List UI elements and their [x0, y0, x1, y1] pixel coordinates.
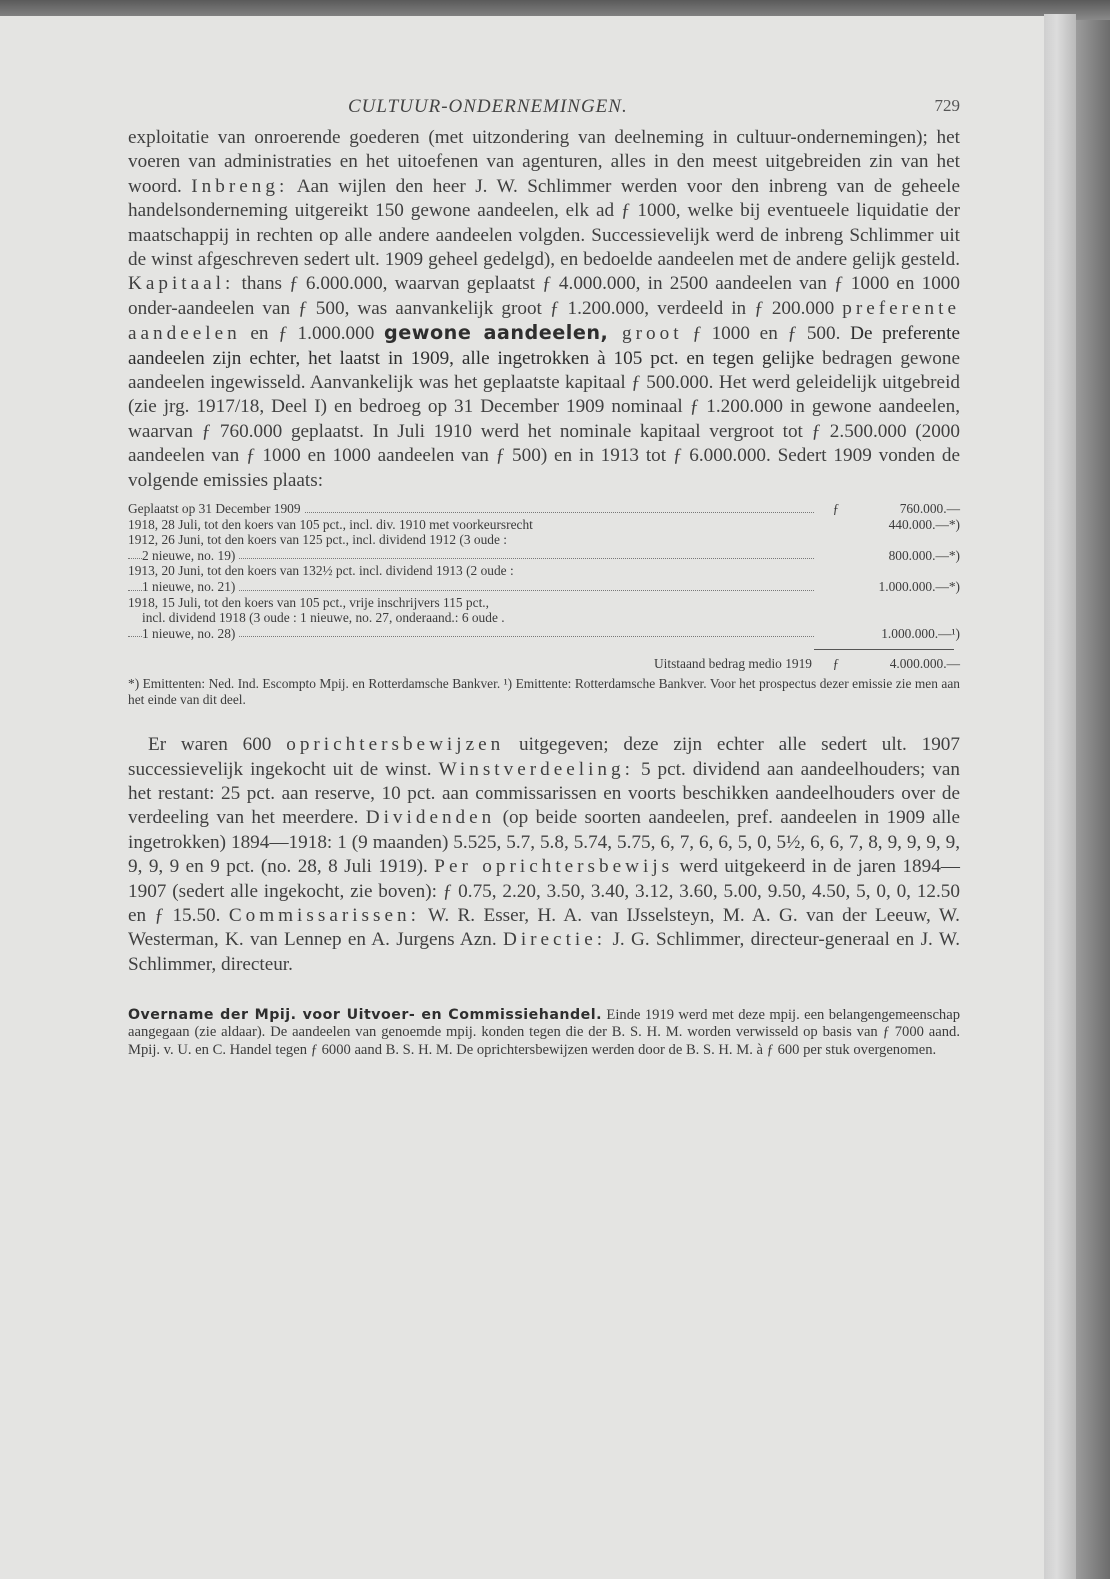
emphasis-groot: groot — [608, 323, 683, 345]
running-title: CULTUUR-ONDERNEMINGEN. — [348, 96, 628, 117]
emphasis-preferente: preferente aandeelen — [128, 297, 960, 345]
emission-row — [128, 563, 960, 594]
heading-winstverdeeling: Winstverdeeling: — [438, 758, 634, 780]
text-segment-dark: De preferente aandeelen zijn echter, het laatst in 1909, alle ingetrokken à 105 pct. en tegen gelijke — [128, 323, 960, 369]
emission-amount: 1.000.000.—¹) — [881, 625, 960, 641]
emission-description-cont: 1 nieuwe, no. 21) — [142, 579, 239, 594]
emission-description: 1913, 20 Juni, tot den koers van 132½ pct. incl. dividend 1913 (2 oude : — [128, 563, 518, 578]
emphasis-oprichtersbewijzen: oprichtersbewijzen — [286, 734, 505, 756]
takeover-heading: Overname der Mpij. voor Uitvoer- en Commissiehandel. — [128, 1007, 603, 1024]
page-edge-stack — [1044, 14, 1076, 1579]
heading-inbreng: Inbreng: — [191, 175, 289, 197]
text-segment: uitgegeven; deze zijn echter alle sedert ult. 1907 successievelijk ingekocht uit de winst. — [128, 734, 960, 780]
total-label: Uitstaand bedrag medio 1919 — [653, 656, 812, 672]
emission-description-cont: incl. dividend 1918 (3 oude : 1 nieuwe, no. 27, onderaand.: 6 oude . — [142, 610, 509, 625]
takeover-text: Einde 1919 werd met deze mpij. een belangengemeenschap aangegaan (zie aldaar). De aandeelen van genoemde mpij. konden tegen die der B. S. H. M. worden verwisseld op basis van ƒ 7000 aand. Mpij. v. U. en C. Handel tegen ƒ 6000 aand B. S. H. M. De oprichtersbewijzen werden door de B. S. H. M. à ƒ 600 per stuk overgenomen. — [128, 1007, 960, 1058]
heading-dividenden: Dividenden — [365, 807, 496, 829]
emission-description-cont: 2 nieuwe, no. 19) — [142, 548, 239, 563]
emission-description: 1918, 15 Juli, tot den koers van 105 pct., vrije inschrijvers 115 pct., — [128, 595, 493, 610]
page-number: 729 — [934, 96, 960, 115]
sum-rule-row — [128, 649, 960, 650]
text-segment: werd uitgekeerd in de jaren 1894—1907 (sedert alle ingekocht, zie boven): ƒ 0.75, 2.20, 3.50, 3.40, 3.12, 3.60, 5.00, 9.50, 4.50, 5, 0, 0, 12.50 en ƒ 15.50. — [128, 856, 960, 927]
emissions-total — [128, 656, 960, 672]
currency-symbol: ƒ — [832, 656, 840, 672]
book-binding-edge — [1076, 20, 1110, 1579]
heading-directie: Directie: — [502, 929, 607, 951]
footnote: *) Emittenten: Ned. Ind. Escompto Mpij. en Rotterdamsche Bankver. ¹) Emittente: Rotterdamsche Bankver. Voor het prospectus dezer emissie zie men aan het einde van dit deel. — [128, 676, 960, 707]
text-segment: 5 pct. dividend aan aandeelhouders; van het restant: 25 pct. aan reserve, 10 pct. aan commissarissen en voorts beschikken aandeelhouders over de verdeeling van het meerdere. — [128, 758, 960, 829]
text-segment: bedragen gewone aandeelen ingewisseld. Aanvankelijk was het geplaatste kapitaal ƒ 500.000. Het werd geleidelijk uitgebreid (zie jrg. 1917/18, Deel I) en bedroeg op 31 December 1909 nominaal ƒ 1.200.000 in gewone aandeelen, waarvan ƒ 760.000 geplaatst. In Juli 1910 werd het nominale kapitaal vergroot tot ƒ 2.500.000 (2000 aandeelen van ƒ 1000 en 1000 aandeelen van ƒ 500) en in 1913 tot ƒ 6.000.000. Sedert 1909 vonden de volgende emissies plaats: — [128, 347, 960, 491]
currency-symbol: ƒ — [832, 501, 840, 517]
text-segment: en ƒ 1.000.000 — [240, 323, 385, 345]
emission-description: Geplaatst op 31 December 1909 — [128, 501, 305, 516]
emission-row — [128, 595, 960, 642]
text-segment: W. R. Esser, H. A. van IJsselsteyn, M. A. G. van der Leeuw, W. Westerman, K. van Lennep en A. Jurgens Azn. — [128, 905, 960, 951]
text-segment: exploitatie van onroerende goederen (met uitzondering van deelneming in cultuur-ondernemingen); het voeren van administraties en het uitoefenen van agenturen, alles in den meest uitgebreiden zin van het woord. — [128, 127, 960, 197]
emission-description: 1912, 26 Juni, tot den koers van 125 pct., incl. dividend 1912 (3 oude : — [128, 532, 511, 547]
text-segment: thans ƒ 6.000.000, waarvan geplaatst ƒ 4.000.000, in 2500 aandeelen van ƒ 1000 en 1000 onder-aandeelen van ƒ 500, was aanvankelijk groot ƒ 1.200.000, verdeeld in ƒ 200.000 — [128, 273, 960, 319]
emission-description-cont: 1 nieuwe, no. 28) — [142, 626, 239, 641]
heading-kapitaal: Kapitaal: — [128, 273, 235, 295]
emissions-table — [128, 501, 960, 707]
emission-amount: 440.000.—*) — [888, 516, 960, 532]
text-segment: Aan wijlen den heer J. W. Schlimmer werden voor den inbreng van de geheele handelsonderneming uitgereikt 150 gewone aandeelen, elk ad ƒ 1000, welke bij eventueele liquidatie der maatschappij in rechten op alle andere aandeelen volgden. Successievelijk werd de inbreng Schlimmer uit de winst afgeschreven sedert ult. 1909 geheel gedelgd), en bedoelde aandeelen met de andere gelijk gesteld. — [128, 175, 960, 271]
emphasis-gewone-aandeelen: gewone aandeelen, — [384, 321, 609, 345]
emission-amount: 760.000.— — [899, 501, 960, 517]
text-segment: (op beide soorten aandeelen, pref. aandeelen in 1909 alle ingetrokken) 1894—1918: 1 (9 maanden) 5.525, 5.7, 5.8, 5.74, 5.75, 6, 7, 6, 6, 5, 0, 5½, 6, 6, 7, 8, 9, 9, 9, 9, 9, 9, 9 en 9 pct. (no. 28, 8 Juli 1919). — [128, 807, 960, 878]
text-segment: Er waren 600 — [148, 734, 287, 756]
paragraph-capital — [128, 126, 960, 493]
emission-description: 1918, 28 Juli, tot den koers van 105 pct., incl. div. 1910 met voorkeursrecht — [128, 517, 537, 532]
heading-commissarissen: Commissarissen: — [228, 905, 420, 927]
emission-row — [128, 517, 960, 533]
emission-amount: 1.000.000.—*) — [878, 579, 960, 595]
total-amount: 4.000.000.— — [889, 656, 960, 672]
running-head — [128, 96, 960, 126]
emission-row — [128, 501, 960, 517]
sum-rule — [814, 649, 954, 650]
emission-amount: 800.000.—*) — [888, 547, 960, 563]
heading-per-oprichtersbewijs: Per oprichtersbewijs — [434, 856, 674, 878]
text-segment: ƒ 1000 en ƒ 500. — [682, 323, 851, 345]
paragraph-founders — [128, 733, 960, 977]
text-segment: J. G. Schlimmer, directeur-generaal en J. W. Schlimmer, directeur. — [128, 929, 960, 975]
paragraph-takeover — [128, 1007, 960, 1059]
page-content — [128, 96, 960, 1059]
emission-row — [128, 532, 960, 563]
